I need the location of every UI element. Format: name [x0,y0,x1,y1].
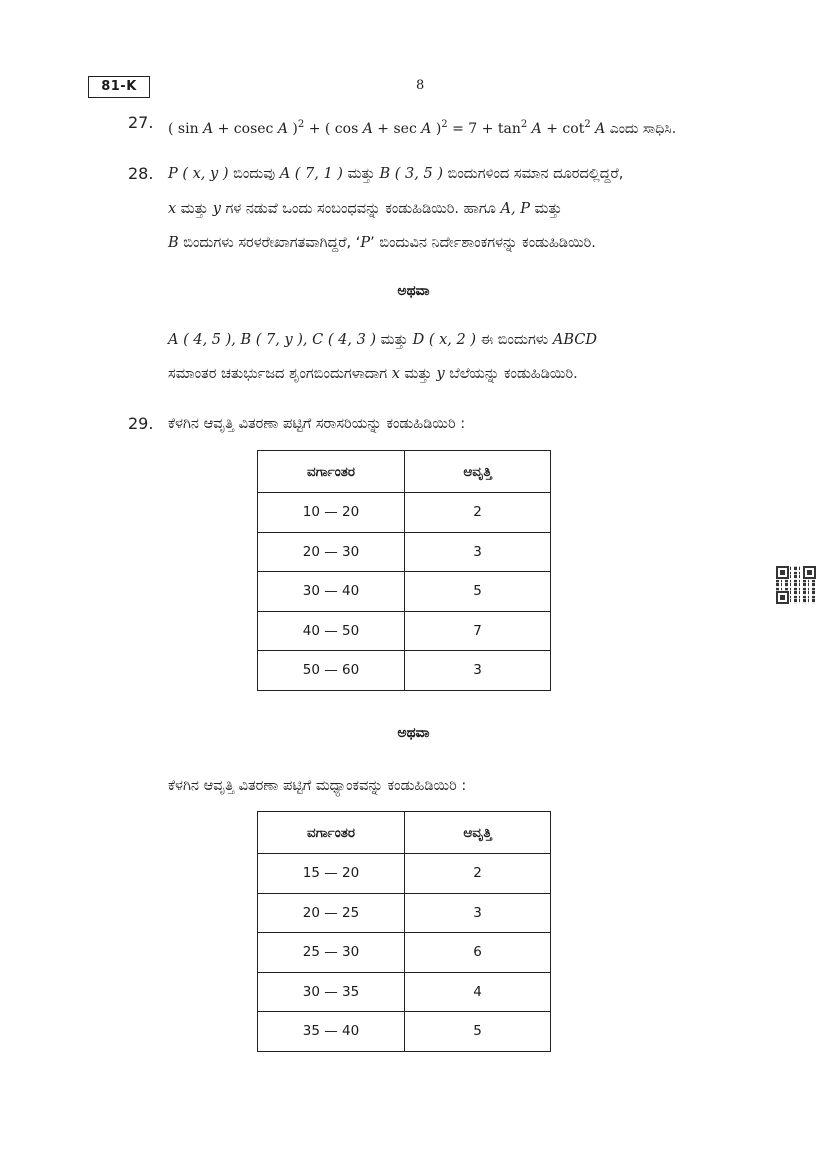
class-interval-cell: 30 — 35 [258,972,405,1012]
question-29-alt-prompt: ಕೆಳಗಿನ ಆವೃತ್ತಿ ವಿತರಣಾ ಪಟ್ಟಿಗೆ ಮಧ್ಯಾಂಕವನ್ನು ಕಂಡುಹಿಡಿಯಿರಿ : [168,778,467,794]
qr-code-icon [776,566,816,604]
frequency-table-mean [257,450,551,691]
column-header-class-interval: ವರ್ಗಾಂತರ [258,812,405,854]
table-row [258,611,551,651]
table-row [258,493,551,533]
class-interval-cell: 50 — 60 [258,651,405,691]
table-header-row [258,812,551,854]
question-28-line-1: P ( x, y ) ಬಿಂದುವು A ( 7, 1 ) ಮತ್ತು B ( 3, 5 ) ಬಿಂದುಗಳಿಂದ ಸಮಾನ ದೂರದಲ್ಲಿದ್ದರೆ, [168,166,624,182]
question-28-line-2: x ಮತ್ತು y ಗಳ ನಡುವೆ ಒಂದು ಸಂಬಂಧವನ್ನು ಕಂಡುಹಿಡಿಯಿರಿ. ಹಾಗೂ A, P ಮತ್ತು [168,201,562,217]
class-interval-cell: 35 — 40 [258,1012,405,1052]
class-interval-cell: 15 — 20 [258,854,405,894]
frequency-cell: 3 [405,893,551,933]
frequency-cell: 6 [405,933,551,973]
question-27-text: ( sin A + cosec A )$^2$ + ( cos A + sec A )$^2 = 7 + \tan^2 A + \cot^2 A$ ಎಂದು ಸಾಧಿಸಿ. [168,119,677,137]
frequency-cell: 4 [405,972,551,1012]
table-row [258,933,551,973]
column-header-frequency: ಆವೃತ್ತಿ [405,451,551,493]
paper-code: 81-K [88,76,150,98]
page-number: 8 [416,78,425,93]
class-interval-cell: 20 — 25 [258,893,405,933]
table-row [258,572,551,612]
frequency-cell: 3 [405,651,551,691]
class-interval-cell: 40 — 50 [258,611,405,651]
table-row [258,893,551,933]
frequency-cell: 2 [405,854,551,894]
table-header-row [258,451,551,493]
table-row [258,651,551,691]
class-interval-cell: 30 — 40 [258,572,405,612]
or-divider-29: ಅಥವಾ [397,725,430,741]
table-row [258,532,551,572]
class-interval-cell: 20 — 30 [258,532,405,572]
frequency-cell: 2 [405,493,551,533]
table-row [258,854,551,894]
table-row [258,972,551,1012]
frequency-table-median [257,811,551,1052]
question-28-number: 28. [128,164,154,183]
question-28-alt-line-1: A ( 4, 5 ), B ( 7, y ), C ( 4, 3 ) ಮತ್ತು D ( x, 2 ) ಈ ಬಿಂದುಗಳು ABCD [168,332,598,348]
frequency-cell: 7 [405,611,551,651]
question-29-prompt: ಕೆಳಗಿನ ಆವೃತ್ತಿ ವಿತರಣಾ ಪಟ್ಟಿಗೆ ಸರಾಸರಿಯನ್ನು ಕಂಡುಹಿಡಿಯಿರಿ : [168,416,466,432]
question-27-number: 27. [128,113,154,132]
frequency-cell: 5 [405,1012,551,1052]
frequency-cell: 3 [405,532,551,572]
class-interval-cell: 10 — 20 [258,493,405,533]
table-row [258,1012,551,1052]
column-header-frequency: ಆವೃತ್ತಿ [405,812,551,854]
question-29-number: 29. [128,414,154,433]
class-interval-cell: 25 — 30 [258,933,405,973]
column-header-class-interval: ವರ್ಗಾಂತರ [258,451,405,493]
frequency-cell: 5 [405,572,551,612]
question-28-alt-line-2: ಸಮಾಂತರ ಚತುರ್ಭುಜದ ಶೃಂಗಬಿಂದುಗಳಾದಾಗ x ಮತ್ತು y ಬೆಲೆಯನ್ನು ಕಂಡುಹಿಡಿಯಿರಿ. [168,366,578,382]
or-divider-28: ಅಥವಾ [397,283,430,299]
question-28-line-3: B ಬಿಂದುಗಳು ಸರಳರೇಖಾಗತವಾಗಿದ್ದರೆ, ‘P’ ಬಿಂದುವಿನ ನಿರ್ದೇಶಾಂಕಗಳನ್ನು ಕಂಡುಹಿಡಿಯಿರಿ. [168,235,596,251]
